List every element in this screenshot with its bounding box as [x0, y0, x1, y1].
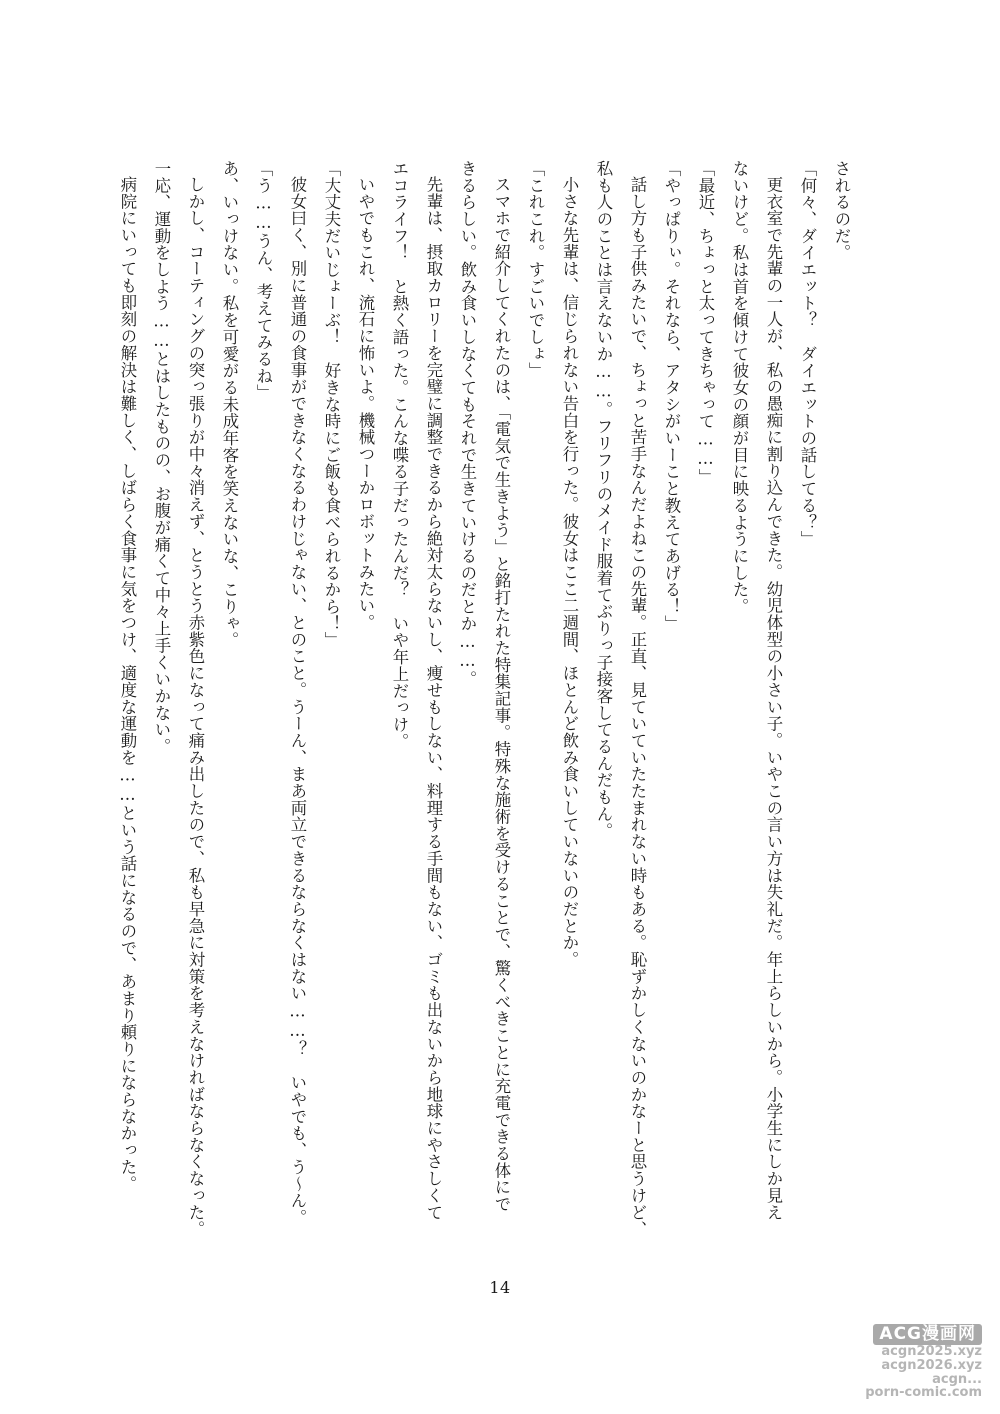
text-line: 「最近、ちょっと太ってきちゃって……」 [696, 160, 715, 486]
text-line: 「やっぱりぃ。それなら、アタシがいーこと教えてあげる！」 [662, 160, 681, 632]
text-line: 「何々、ダイエット？ ダイエットの話してる？」 [798, 160, 817, 548]
text-line: あ、いっけない。私を可愛がる未成年客を笑えないな、こりゃ。 [220, 160, 239, 649]
text-line: スマホで紹介してくれたのは、「電気で生きよう」と銘打たれた特集記事。特殊な施術を受けることで、驚くべきことに充電できる体にで [492, 176, 511, 1213]
text-line: 小さな先輩は、信じられない告白を行った。彼女はここ二週間、ほとんど飲み食いしていないのだとか。 [560, 176, 579, 969]
text-line: 彼女曰く、別に普通の食事ができなくなるわけじゃない、とのこと。うーん、まあ両立できるならなくはない……？ いやでも、う～ん。 [288, 176, 307, 1227]
watermark-logo: ACG漫画网 [873, 1324, 982, 1346]
text-line: 更衣室で先輩の一人が、私の愚痴に割り込んできた。幼児体型の小さい子。いやこの言い方は失礼だ。年上らしいから。小学生にしか見え [764, 176, 783, 1222]
watermark-url: acgn... [932, 1371, 982, 1387]
text-line: ないけど。私は首を傾けて彼女の顔が目に映るようにした。 [730, 160, 749, 615]
text-line: 「これこれ。すごいでしょ」 [526, 160, 545, 380]
text-line: されるのだ。 [832, 160, 851, 262]
text-line: 病院にいっても即刻の解決は難しく、しばらく食事に気をつけ、適度な運動を……という話になるので、あまり頼りにならなかった。 [118, 176, 137, 1193]
text-line: 一応、運動をしよう……とはしたものの、お腹が痛くて中々上手くいかない。 [152, 160, 171, 755]
body-text [110, 160, 858, 1250]
text-line: 「う……うん、考えてみるね」 [254, 160, 273, 402]
text-line: 私も人のことは言えないか……。フリフリのメイド服着てぶりっ子接客してるんだもん。 [594, 160, 613, 840]
text-line: 話し方も子供みたいで、ちょっと苦手なんだよねこの先輩。正直、見ていていたたまれない時もある。恥ずかしくないのかなーと思うけど、 [628, 176, 647, 1238]
text-line: 「大丈夫だいじょーぶ！ 好きな時にご飯も食べられるから！」 [322, 160, 341, 649]
text-line: きるらしい。飲み食いしなくてもそれで生きていけるのだとか……。 [458, 160, 477, 688]
watermark-url: acgn2025.xyz [881, 1344, 982, 1360]
page-number: 14 [489, 1278, 511, 1297]
text-line: エコライフ！ と熱く語った。こんな喋る子だったんだ？ いや年上だっけ。 [390, 160, 409, 750]
watermark-url: acgn2026.xyz [881, 1358, 982, 1374]
text-line: 先輩は、摂取カロリーを完璧に調整できるから絶対太らないし、痩せもしない、料理する手間もない、ゴミも出ないから地球にやさしくて [424, 176, 443, 1222]
text-line: しかし、コーティングの突っ張りが中々消えず、とうとう赤紫色になって痛み出したので、私も早急に対策を考えなければならなくなった。 [186, 176, 205, 1238]
watermark-url: porn-comic.com [865, 1385, 982, 1401]
site-watermark [834, 1324, 982, 1400]
text-line: いやでもこれ、流石に怖いよ。機械つーかロボットみたい。 [356, 176, 375, 632]
